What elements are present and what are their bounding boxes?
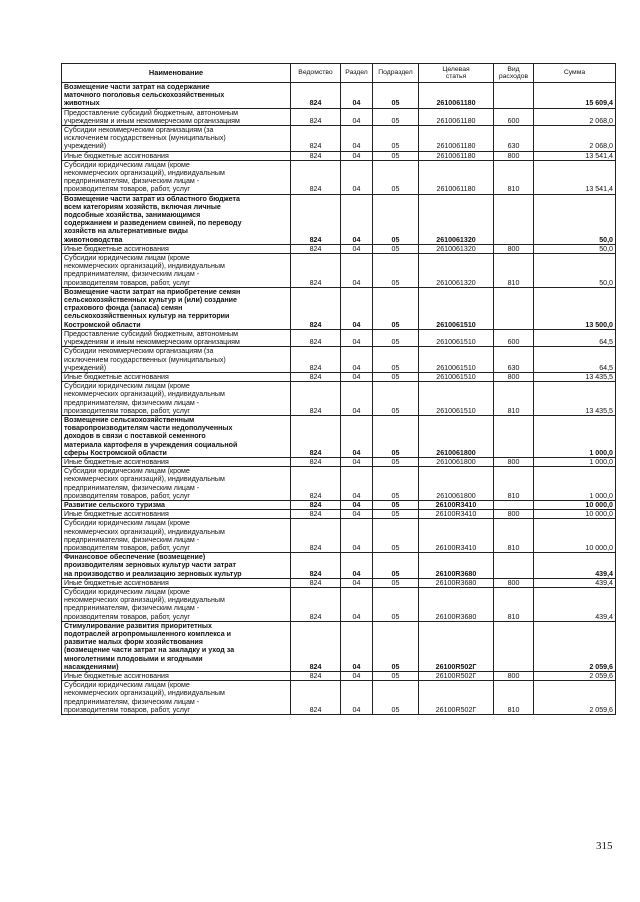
dept-cell: 824	[291, 519, 341, 553]
row-name-line: сферы Костромской области	[64, 448, 167, 457]
subsection-cell: 05	[373, 587, 419, 621]
dept-cell: 824	[291, 160, 341, 194]
table-row	[62, 510, 616, 519]
expense-type-cell: 800	[494, 672, 534, 681]
sum-cell: 2 059,6	[534, 621, 616, 671]
table-row	[62, 382, 616, 416]
row-name-line: предпринимателям, физическим лицам -	[64, 483, 200, 492]
row-name-line: Возмещение части затрат из областного бюджета	[64, 194, 240, 203]
row-name	[62, 347, 291, 373]
row-name-line: Костромской области	[64, 320, 141, 329]
sum-cell: 2 068,0	[534, 108, 616, 125]
row-name-line: страхового фонда (запаса) семян	[64, 304, 183, 313]
dept-cell: 824	[291, 287, 341, 329]
table-row	[62, 151, 616, 160]
row-name	[62, 244, 291, 253]
row-name-line: некоммерческих организаций), индивидуальным	[64, 527, 225, 536]
row-name-line: сельскохозяйственных культур и (или) создание	[64, 296, 237, 305]
section-cell: 04	[341, 578, 373, 587]
row-name-line: Иные бюджетные ассигнования	[64, 244, 169, 253]
subsection-cell: 05	[373, 519, 419, 553]
section-cell: 04	[341, 108, 373, 125]
row-name-line: производителям товаров, работ, услуг	[64, 705, 191, 714]
subsection-cell: 05	[373, 83, 419, 109]
row-name-line: Субсидии юридическим лицам (кроме	[64, 467, 190, 476]
target-article-cell: 2610061510	[419, 287, 494, 329]
target-article-cell: 26100R3680	[419, 553, 494, 579]
sum-cell: 2 068,0	[534, 126, 616, 152]
subsection-cell: 05	[373, 329, 419, 346]
budget-table	[61, 63, 616, 715]
row-name-line: Субсидии юридическим лицам (кроме	[64, 519, 190, 528]
dept-cell: 824	[291, 126, 341, 152]
section-cell: 04	[341, 415, 373, 457]
expense-type-cell: 600	[494, 329, 534, 346]
section-cell: 04	[341, 151, 373, 160]
dept-cell: 824	[291, 467, 341, 501]
sum-cell: 10 000,0	[534, 519, 616, 553]
row-name-line: подотраслей агропромышленного комплекса и	[64, 630, 231, 638]
dept-cell: 824	[291, 329, 341, 346]
section-cell: 04	[341, 553, 373, 579]
header-exptype-line1: Вид	[507, 65, 520, 73]
expense-type-cell: 810	[494, 382, 534, 416]
dept-cell: 824	[291, 108, 341, 125]
subsection-cell: 05	[373, 415, 419, 457]
dept-cell: 824	[291, 83, 341, 109]
dept-cell: 824	[291, 672, 341, 681]
target-article-cell: 2610061320	[419, 254, 494, 288]
sum-cell: 2 059,6	[534, 672, 616, 681]
table-row	[62, 553, 616, 579]
subsection-cell: 05	[373, 500, 419, 509]
row-name-line: предпринимателям, физическим лицам -	[64, 398, 200, 407]
subsection-cell: 05	[373, 151, 419, 160]
subsection-cell: 05	[373, 254, 419, 288]
section-cell: 04	[341, 672, 373, 681]
sum-cell: 13 435,5	[534, 372, 616, 381]
sum-cell: 50,0	[534, 254, 616, 288]
row-name-line: производителям зерновых культур части затрат	[64, 561, 237, 570]
row-name	[62, 372, 291, 381]
row-name	[62, 621, 291, 671]
target-article-cell: 2610061800	[419, 415, 494, 457]
subsection-cell: 05	[373, 194, 419, 244]
row-name-line: Иные бюджетные ассигнования	[64, 510, 169, 519]
row-name	[62, 510, 291, 519]
dept-cell: 824	[291, 382, 341, 416]
subsection-cell: 05	[373, 578, 419, 587]
expense-type-cell: 630	[494, 126, 534, 152]
row-name-line: некоммерческих организаций), индивидуальным	[64, 596, 225, 605]
target-article-cell: 26100R3410	[419, 500, 494, 509]
row-name	[62, 587, 291, 621]
section-cell: 04	[341, 254, 373, 288]
row-name-line: учреждений)	[64, 142, 107, 151]
header-name: Наименование	[62, 64, 291, 83]
expense-type-cell: 810	[494, 519, 534, 553]
section-cell: 04	[341, 519, 373, 553]
section-cell: 04	[341, 126, 373, 152]
sum-cell: 439,4	[534, 553, 616, 579]
header-exptype-line2: расходов	[498, 73, 529, 80]
target-article-cell: 2610061180	[419, 160, 494, 194]
target-article-cell: 2610061180	[419, 151, 494, 160]
row-name-line: некоммерческих организаций), индивидуальным	[64, 390, 225, 399]
table-row	[62, 681, 616, 715]
subsection-cell: 05	[373, 553, 419, 579]
table-row	[62, 457, 616, 466]
sum-cell: 13 435,5	[534, 382, 616, 416]
subsection-cell: 05	[373, 244, 419, 253]
subsection-cell: 05	[373, 287, 419, 329]
row-name-line: производителям товаров, работ, услуг	[64, 278, 191, 287]
row-name	[62, 500, 291, 509]
sum-cell: 1 000,0	[534, 457, 616, 466]
row-name-line: производителям товаров, работ, услуг	[64, 612, 191, 621]
row-name-line: подсобные хозяйства, занимающимся	[64, 211, 201, 220]
expense-type-cell	[494, 415, 534, 457]
dept-cell: 824	[291, 372, 341, 381]
row-name-line: Развитие сельского туризма	[64, 500, 165, 509]
expense-type-cell: 630	[494, 347, 534, 373]
target-article-cell: 2610061320	[419, 194, 494, 244]
table-row	[62, 83, 616, 109]
row-name-line: Субсидии юридическим лицам (кроме	[64, 382, 190, 391]
expense-type-cell	[494, 553, 534, 579]
table-row	[62, 621, 616, 671]
row-name-line: Субсидии некоммерческим организациям (за	[64, 347, 214, 356]
row-name-line: Иные бюджетные ассигнования	[64, 578, 169, 587]
expense-type-cell	[494, 287, 534, 329]
table-row	[62, 467, 616, 501]
sum-cell: 2 059,6	[534, 681, 616, 715]
row-name-line: всем категориям хозяйств, включая личные	[64, 202, 221, 211]
row-name-line: предпринимателям, физическим лицам -	[64, 604, 200, 613]
table-row	[62, 672, 616, 681]
table-row	[62, 244, 616, 253]
expense-type-cell: 800	[494, 578, 534, 587]
target-article-cell: 26100R502Г	[419, 672, 494, 681]
target-article-cell: 26100R502Г	[419, 681, 494, 715]
target-article-cell: 2610061320	[419, 244, 494, 253]
section-cell: 04	[341, 681, 373, 715]
page-number: 315	[596, 840, 613, 852]
row-name	[62, 160, 291, 194]
dept-cell: 824	[291, 553, 341, 579]
row-name-line: материала картофеля в учреждения социальной	[64, 440, 238, 449]
row-name-line: Стимулирование развития приоритетных	[64, 621, 212, 630]
row-name-line: Возмещение части затрат на приобретение семян	[64, 287, 241, 296]
row-name-line: (возмещение части затрат на закладку и уход за	[64, 646, 235, 655]
section-cell: 04	[341, 287, 373, 329]
row-name-line: Субсидии некоммерческим организациям (за	[64, 126, 214, 135]
header-section: Раздел	[341, 64, 373, 83]
header-sum: Сумма	[534, 64, 616, 83]
dept-cell: 824	[291, 500, 341, 509]
sum-cell: 1 000,0	[534, 415, 616, 457]
subsection-cell: 05	[373, 160, 419, 194]
row-name-line: Иные бюджетные ассигнования	[64, 672, 169, 681]
header-target-article	[419, 64, 494, 83]
section-cell: 04	[341, 587, 373, 621]
target-article-cell: 2610061180	[419, 83, 494, 109]
sum-cell: 50,0	[534, 194, 616, 244]
dept-cell: 824	[291, 578, 341, 587]
dept-cell: 824	[291, 151, 341, 160]
row-name-line: производителям товаров, работ, услуг	[64, 491, 191, 500]
expense-type-cell	[494, 194, 534, 244]
target-article-cell: 2610061800	[419, 467, 494, 501]
row-name	[62, 126, 291, 152]
expense-type-cell: 810	[494, 681, 534, 715]
row-name-line: предпринимателям, физическим лицам -	[64, 270, 200, 279]
row-name-line: насаждениями)	[64, 662, 119, 671]
row-name-line: некоммерческих организаций), индивидуальным	[64, 475, 225, 484]
target-article-cell: 26100R3410	[419, 519, 494, 553]
section-cell: 04	[341, 510, 373, 519]
expense-type-cell: 810	[494, 254, 534, 288]
section-cell: 04	[341, 467, 373, 501]
table-row	[62, 194, 616, 244]
row-name-line: Субсидии юридическим лицам (кроме	[64, 587, 190, 596]
target-article-cell: 2610061510	[419, 329, 494, 346]
target-article-cell: 26100R3680	[419, 578, 494, 587]
header-subsection: Подраздел	[373, 64, 419, 83]
subsection-cell: 05	[373, 347, 419, 373]
dept-cell: 824	[291, 621, 341, 671]
subsection-cell: 05	[373, 467, 419, 501]
expense-type-cell	[494, 621, 534, 671]
section-cell: 04	[341, 382, 373, 416]
dept-cell: 824	[291, 347, 341, 373]
row-name	[62, 382, 291, 416]
section-cell: 04	[341, 372, 373, 381]
row-name-line: товаропроизводителям части недополученных	[64, 424, 233, 433]
subsection-cell: 05	[373, 672, 419, 681]
subsection-cell: 05	[373, 510, 419, 519]
row-name	[62, 108, 291, 125]
sum-cell: 13 500,0	[534, 287, 616, 329]
target-article-cell: 26100R3410	[419, 510, 494, 519]
row-name	[62, 467, 291, 501]
row-name-line: учреждениям и иным некоммерческим организациям	[64, 338, 240, 347]
section-cell: 04	[341, 244, 373, 253]
row-name	[62, 415, 291, 457]
expense-type-cell: 810	[494, 587, 534, 621]
header-dept: Ведомство	[291, 64, 341, 83]
subsection-cell: 05	[373, 621, 419, 671]
row-name-line: хозяйств на альтернативные виды	[64, 227, 188, 236]
row-name-line: Иные бюджетные ассигнования	[64, 372, 169, 381]
row-name-line: производителям товаров, работ, услуг	[64, 543, 191, 552]
row-name-line: содержанием и разведением свиней, по переводу	[64, 219, 242, 228]
header-expense-type	[494, 64, 534, 83]
table-row	[62, 587, 616, 621]
row-name-line: некоммерческих организаций), индивидуальным	[64, 689, 225, 698]
row-name	[62, 254, 291, 288]
expense-type-cell: 600	[494, 108, 534, 125]
dept-cell: 824	[291, 194, 341, 244]
target-article-cell: 2610061800	[419, 457, 494, 466]
expense-type-cell: 800	[494, 244, 534, 253]
header-target-line2: статья	[445, 73, 467, 80]
table-row	[62, 519, 616, 553]
row-name-line: предпринимателям, физическим лицам -	[64, 535, 200, 544]
target-article-cell: 2610061510	[419, 347, 494, 373]
dept-cell: 824	[291, 587, 341, 621]
subsection-cell: 05	[373, 382, 419, 416]
target-article-cell: 26100R502Г	[419, 621, 494, 671]
target-article-cell: 2610061510	[419, 382, 494, 416]
table-row	[62, 254, 616, 288]
sum-cell: 10 000,0	[534, 510, 616, 519]
row-name-line: Возмещение сельскохозяйственным	[64, 415, 195, 424]
table-row	[62, 347, 616, 373]
row-name	[62, 553, 291, 579]
section-cell: 04	[341, 329, 373, 346]
table-header-row	[62, 64, 616, 83]
row-name-line: Иные бюджетные ассигнования	[64, 457, 169, 466]
expense-type-cell: 800	[494, 457, 534, 466]
row-name	[62, 151, 291, 160]
table-row	[62, 126, 616, 152]
dept-cell: 824	[291, 254, 341, 288]
row-name-line: некоммерческих организаций), индивидуальным	[64, 262, 225, 271]
target-article-cell: 26100R3680	[419, 587, 494, 621]
expense-type-cell	[494, 500, 534, 509]
subsection-cell: 05	[373, 457, 419, 466]
row-name	[62, 681, 291, 715]
row-name	[62, 194, 291, 244]
sum-cell: 15 609,4	[534, 83, 616, 109]
expense-type-cell: 810	[494, 467, 534, 501]
row-name-line: Возмещение части затрат на содержание	[64, 83, 210, 91]
dept-cell: 824	[291, 510, 341, 519]
section-cell: 04	[341, 83, 373, 109]
section-cell: 04	[341, 457, 373, 466]
sum-cell: 64,5	[534, 329, 616, 346]
table-row	[62, 329, 616, 346]
row-name-line: многолетними плодовыми и ягодными	[64, 654, 203, 663]
table-body	[62, 83, 616, 715]
row-name-line: предпринимателям, физическим лицам -	[64, 697, 200, 706]
section-cell: 04	[341, 500, 373, 509]
expense-type-cell: 800	[494, 151, 534, 160]
subsection-cell: 05	[373, 126, 419, 152]
table-row	[62, 578, 616, 587]
row-name	[62, 329, 291, 346]
row-name-line: производителям товаров, работ, услуг	[64, 406, 191, 415]
sum-cell: 439,4	[534, 587, 616, 621]
row-name	[62, 672, 291, 681]
row-name-line: Предоставление субсидий бюджетным, автономным	[64, 329, 238, 338]
table-row	[62, 108, 616, 125]
subsection-cell: 05	[373, 372, 419, 381]
section-cell: 04	[341, 160, 373, 194]
section-cell: 04	[341, 347, 373, 373]
sum-cell: 1 000,0	[534, 467, 616, 501]
row-name-line: животноводства	[64, 235, 123, 244]
row-name-line: Иные бюджетные ассигнования	[64, 151, 169, 160]
row-name-line: доходов в связи с поставкой семенного	[64, 432, 206, 441]
target-article-cell: 2610061180	[419, 126, 494, 152]
expense-type-cell: 810	[494, 160, 534, 194]
section-cell: 04	[341, 621, 373, 671]
subsection-cell: 05	[373, 681, 419, 715]
dept-cell: 824	[291, 415, 341, 457]
row-name-line: маточного поголовья сельскохозяйственных	[64, 91, 225, 100]
dept-cell: 824	[291, 681, 341, 715]
header-target-line1: Целевая	[442, 65, 470, 73]
row-name-line: Субсидии юридическим лицам (кроме	[64, 254, 190, 263]
sum-cell: 13 541,4	[534, 151, 616, 160]
row-name	[62, 457, 291, 466]
row-name-line: Субсидии юридическим лицам (кроме	[64, 160, 190, 169]
row-name	[62, 519, 291, 553]
expense-type-cell: 800	[494, 372, 534, 381]
row-name	[62, 578, 291, 587]
sum-cell: 10 000,0	[534, 500, 616, 509]
dept-cell: 824	[291, 457, 341, 466]
sum-cell: 50,0	[534, 244, 616, 253]
row-name-line: некоммерческих организаций), индивидуальным	[64, 169, 225, 178]
sum-cell: 439,4	[534, 578, 616, 587]
row-name-line: развитие малых форм хозяйствования	[64, 638, 203, 647]
row-name-line: исключением государственных (муниципальных)	[64, 134, 226, 143]
row-name-line: производителям товаров, работ, услуг	[64, 185, 191, 194]
row-name-line: учреждениям и иным некоммерческим организациям	[64, 116, 240, 125]
expense-type-cell: 800	[494, 510, 534, 519]
target-article-cell: 2610061180	[419, 108, 494, 125]
sum-cell: 13 541,4	[534, 160, 616, 194]
table-row	[62, 160, 616, 194]
row-name-line: Финансовое обеспечение (возмещение)	[64, 553, 206, 562]
row-name-line: сельскохозяйственных культур на территории	[64, 312, 230, 321]
subsection-cell: 05	[373, 108, 419, 125]
row-name-line: животных	[64, 99, 100, 108]
section-cell: 04	[341, 194, 373, 244]
row-name-line: предпринимателям, физическим лицам -	[64, 177, 200, 186]
row-name-line: исключением государственных (муниципальных)	[64, 355, 226, 364]
table-row	[62, 287, 616, 329]
target-article-cell: 2610061510	[419, 372, 494, 381]
table-row	[62, 415, 616, 457]
table-row	[62, 500, 616, 509]
row-name-line: Предоставление субсидий бюджетным, автономным	[64, 108, 238, 117]
row-name-line: Субсидии юридическим лицам (кроме	[64, 681, 190, 690]
table-row	[62, 372, 616, 381]
row-name	[62, 287, 291, 329]
sum-cell: 64,5	[534, 347, 616, 373]
row-name-line: на производство и реализацию зерновых культур	[64, 569, 242, 578]
expense-type-cell	[494, 83, 534, 109]
row-name-line: учреждений)	[64, 363, 107, 372]
dept-cell: 824	[291, 244, 341, 253]
row-name	[62, 83, 291, 109]
